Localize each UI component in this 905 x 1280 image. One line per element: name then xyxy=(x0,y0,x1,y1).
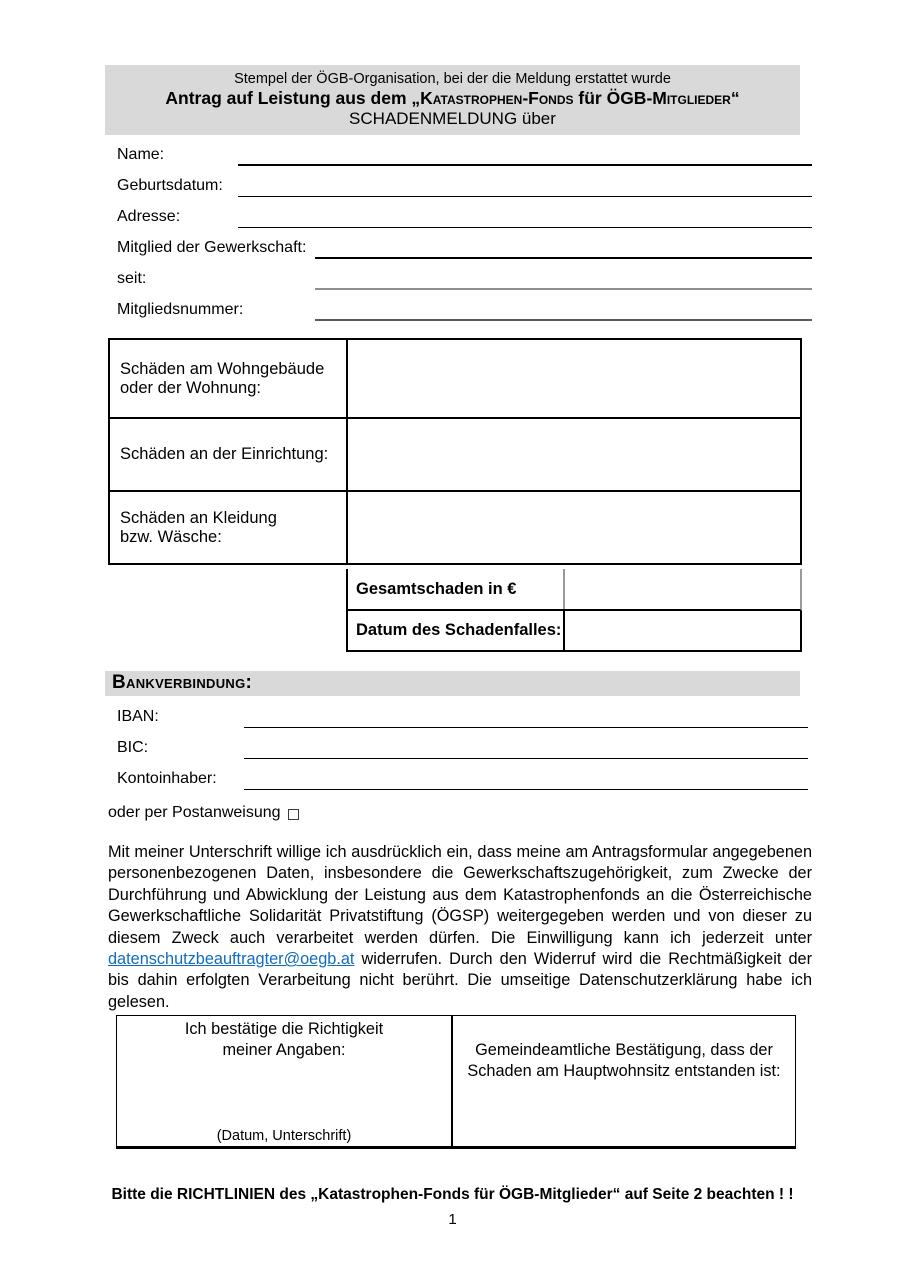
address-input-line[interactable] xyxy=(238,227,812,228)
consent-paragraph xyxy=(108,842,812,1013)
membernumber-input-line[interactable] xyxy=(315,319,812,321)
name-input-line[interactable] xyxy=(238,164,812,166)
consent-text-before: Mit meiner Unterschrift willige ich ausdrücklich ein, dass meine am Antragsformular angegebenen personenbezogenen Daten, insbesondere die Gewerkschaftszugehörigkeit, zum Zwecke der Durchführung und Abwicklung der Leistung aus dem Katastrophenfonds an die Österreichische Gewerkschaftliche Solidarität Privatstiftung (ÖGSP) weitergegeben werden und von dieser zu diesem Zweck auch verarbeitet werden dürfen. Die Einwilligung kann ich jederzeit unter xyxy=(108,843,812,947)
form-header xyxy=(105,65,800,135)
table-row xyxy=(346,611,802,652)
damage-table xyxy=(108,338,802,565)
signature-area[interactable] xyxy=(123,1061,445,1128)
field-row-birthdate xyxy=(117,171,812,202)
bank-section-heading: Bankverbindung: xyxy=(105,671,800,696)
form-title-connector: für xyxy=(573,88,607,108)
privacy-officer-email-link[interactable]: datenschutzbeauftragter@oegb.at xyxy=(108,950,355,969)
membernumber-label: Mitgliedsnummer: xyxy=(117,301,244,318)
stamp-note: Stempel der ÖGB-Organisation, bei der die Meldung erstattet wurde xyxy=(234,71,671,87)
field-row-iban xyxy=(117,702,808,733)
field-row-membernumber xyxy=(117,295,812,326)
table-row xyxy=(346,569,802,611)
birthdate-input-line[interactable] xyxy=(238,196,812,197)
total-damage-value-cell[interactable] xyxy=(563,569,800,609)
bank-fields xyxy=(117,702,808,795)
form-title xyxy=(105,88,800,109)
birthdate-label: Geburtsdatum: xyxy=(117,177,223,194)
address-label: Adresse: xyxy=(117,208,181,225)
since-input-line[interactable] xyxy=(315,288,812,290)
form-subtitle: SCHADENMELDUNG über xyxy=(349,109,556,128)
field-row-name xyxy=(117,140,812,171)
table-row xyxy=(110,417,800,490)
damage-furnishing-value-cell[interactable] xyxy=(346,419,800,490)
table-row xyxy=(110,490,800,563)
postal-option-label: oder per Postanweisung xyxy=(108,804,281,821)
personal-fields xyxy=(117,140,812,326)
bic-label: BIC: xyxy=(117,739,149,756)
damage-date-value-cell[interactable] xyxy=(563,611,800,650)
signature-cell xyxy=(117,1016,453,1146)
signature-table xyxy=(116,1015,796,1149)
field-row-accountholder xyxy=(117,764,808,795)
total-damage-label: Gesamtschaden in € xyxy=(356,579,517,598)
field-row-since xyxy=(117,264,812,295)
name-label: Name: xyxy=(117,146,165,163)
damage-date-label: Datum des Schadenfalles: xyxy=(356,621,562,639)
consent-text-after: widerrufen. Durch den Widerruf wird die Rechtmäßigkeit der bis dahin erfolgten Verarbeitung nicht berührt. Die umseitige Datenschutzerklärung habe ich gelesen. xyxy=(108,950,812,1011)
accountholder-input-line[interactable] xyxy=(244,789,808,790)
totals-table xyxy=(346,569,802,652)
form-title-prefix: Antrag auf Leistung aus dem „ xyxy=(165,88,421,108)
iban-input-line[interactable] xyxy=(244,727,808,728)
union-input-line[interactable] xyxy=(315,257,812,259)
municipal-confirmation-cell[interactable] xyxy=(453,1016,795,1146)
accountholder-label: Kontoinhaber: xyxy=(117,770,217,787)
damage-clothing-value-cell[interactable] xyxy=(346,492,800,563)
damage-building-label: Schäden am Wohngebäude oder der Wohnung: xyxy=(120,359,325,397)
damage-furnishing-label: Schäden an der Einrichtung: xyxy=(120,445,329,463)
union-label: Mitglied der Gewerkschaft: xyxy=(117,239,307,256)
field-row-bic xyxy=(117,733,808,764)
form-title-members: ÖGB-Mitglieder xyxy=(606,88,731,108)
postal-checkbox[interactable] xyxy=(288,809,299,820)
page-number: 1 xyxy=(448,1211,457,1228)
damage-clothing-label: Schäden an Kleidung bzw. Wäsche: xyxy=(120,508,277,546)
iban-label: IBAN: xyxy=(117,708,159,725)
confirmation-statement: Ich bestätige die Richtigkeit meiner Angaben: xyxy=(184,1020,384,1059)
field-row-address xyxy=(117,202,812,233)
guidelines-note: Bitte die RICHTLINIEN des „Katastrophen-Fonds für ÖGB-Mitglieder“ auf Seite 2 beachten ! ! xyxy=(111,1186,794,1203)
table-row xyxy=(110,340,800,417)
postal-option-row xyxy=(108,804,299,822)
form-title-fund: Katastrophen-Fonds xyxy=(420,88,574,108)
form-title-suffix: “ xyxy=(730,88,740,108)
since-label: seit: xyxy=(117,270,147,287)
field-row-union xyxy=(117,233,812,264)
damage-building-value-cell[interactable] xyxy=(346,340,800,417)
signature-caption: (Datum, Unterschrift) xyxy=(216,1128,352,1144)
bic-input-line[interactable] xyxy=(244,758,808,759)
municipal-confirmation-statement: Gemeindeamtliche Bestätigung, dass der Schaden am Hauptwohnsitz entstanden ist: xyxy=(467,1041,781,1080)
